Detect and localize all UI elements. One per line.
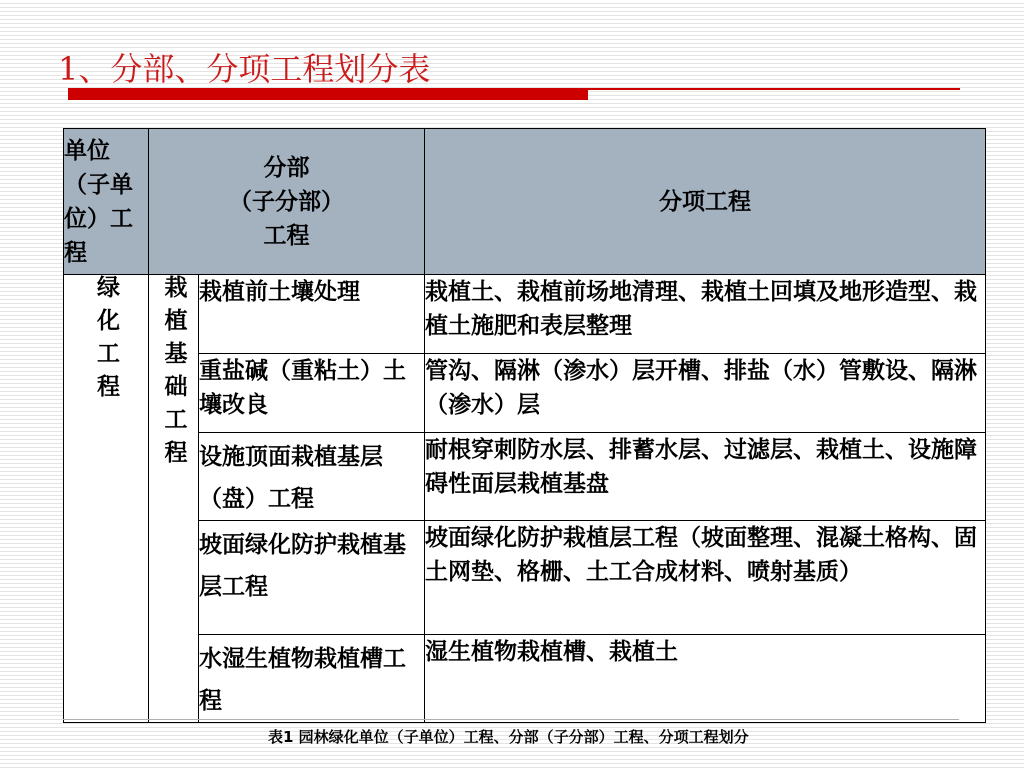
content-cell: 湿生植物栽植槽、栽植土 (425, 635, 986, 723)
sub-item-cell: 栽植前土壤处理 (199, 275, 425, 354)
content-cell: 栽植土、栽植前场地清理、栽植土回填及地形造型、栽植土施肥和表层整理 (425, 275, 986, 354)
slide-title: 1、分部、分项工程划分表 (58, 50, 431, 88)
header-fenbu-line1: 分部 (263, 154, 310, 181)
division-table (63, 128, 986, 723)
header-fenxiang: 分项工程 (425, 129, 986, 275)
sub-item-cell: 水湿生植物栽植槽工程 (199, 635, 425, 723)
unit-value: 绿化工程 (93, 275, 119, 407)
header-unit: 单位（子单位）工程 (64, 129, 149, 275)
fenbu-value: 栽植基础工程 (160, 275, 187, 473)
title-underline-rule (588, 88, 960, 90)
fenbu-cell (149, 275, 199, 723)
header-fenbu-line3: 工程 (263, 222, 310, 249)
table-caption: 表1 园林绿化单位（子单位）工程、分部（子分部）工程、分项工程划分 (268, 728, 749, 746)
sub-item-cell: 设施顶面栽植基层（盘）工程 (199, 433, 425, 521)
header-fenbu-line2: （子分部） (229, 188, 344, 215)
sub-item-cell: 重盐碱（重粘土）土壤改良 (199, 354, 425, 433)
content-cell: 耐根穿刺防水层、排蓄水层、过滤层、栽植土、设施障碍性面层栽植基盘 (425, 433, 986, 521)
header-fenbu (149, 129, 425, 275)
unit-cell (64, 275, 149, 723)
sub-item-cell: 坡面绿化防护栽植基层工程 (199, 521, 425, 635)
title-underline-bar (68, 88, 588, 100)
bottom-rule (63, 719, 959, 720)
content-cell: 管沟、隔淋（渗水）层开槽、排盐（水）管敷设、隔淋（渗水）层 (425, 354, 986, 433)
content-cell: 坡面绿化防护栽植层工程（坡面整理、混凝土格构、固土网垫、格栅、土工合成材料、喷射基质） (425, 521, 986, 635)
